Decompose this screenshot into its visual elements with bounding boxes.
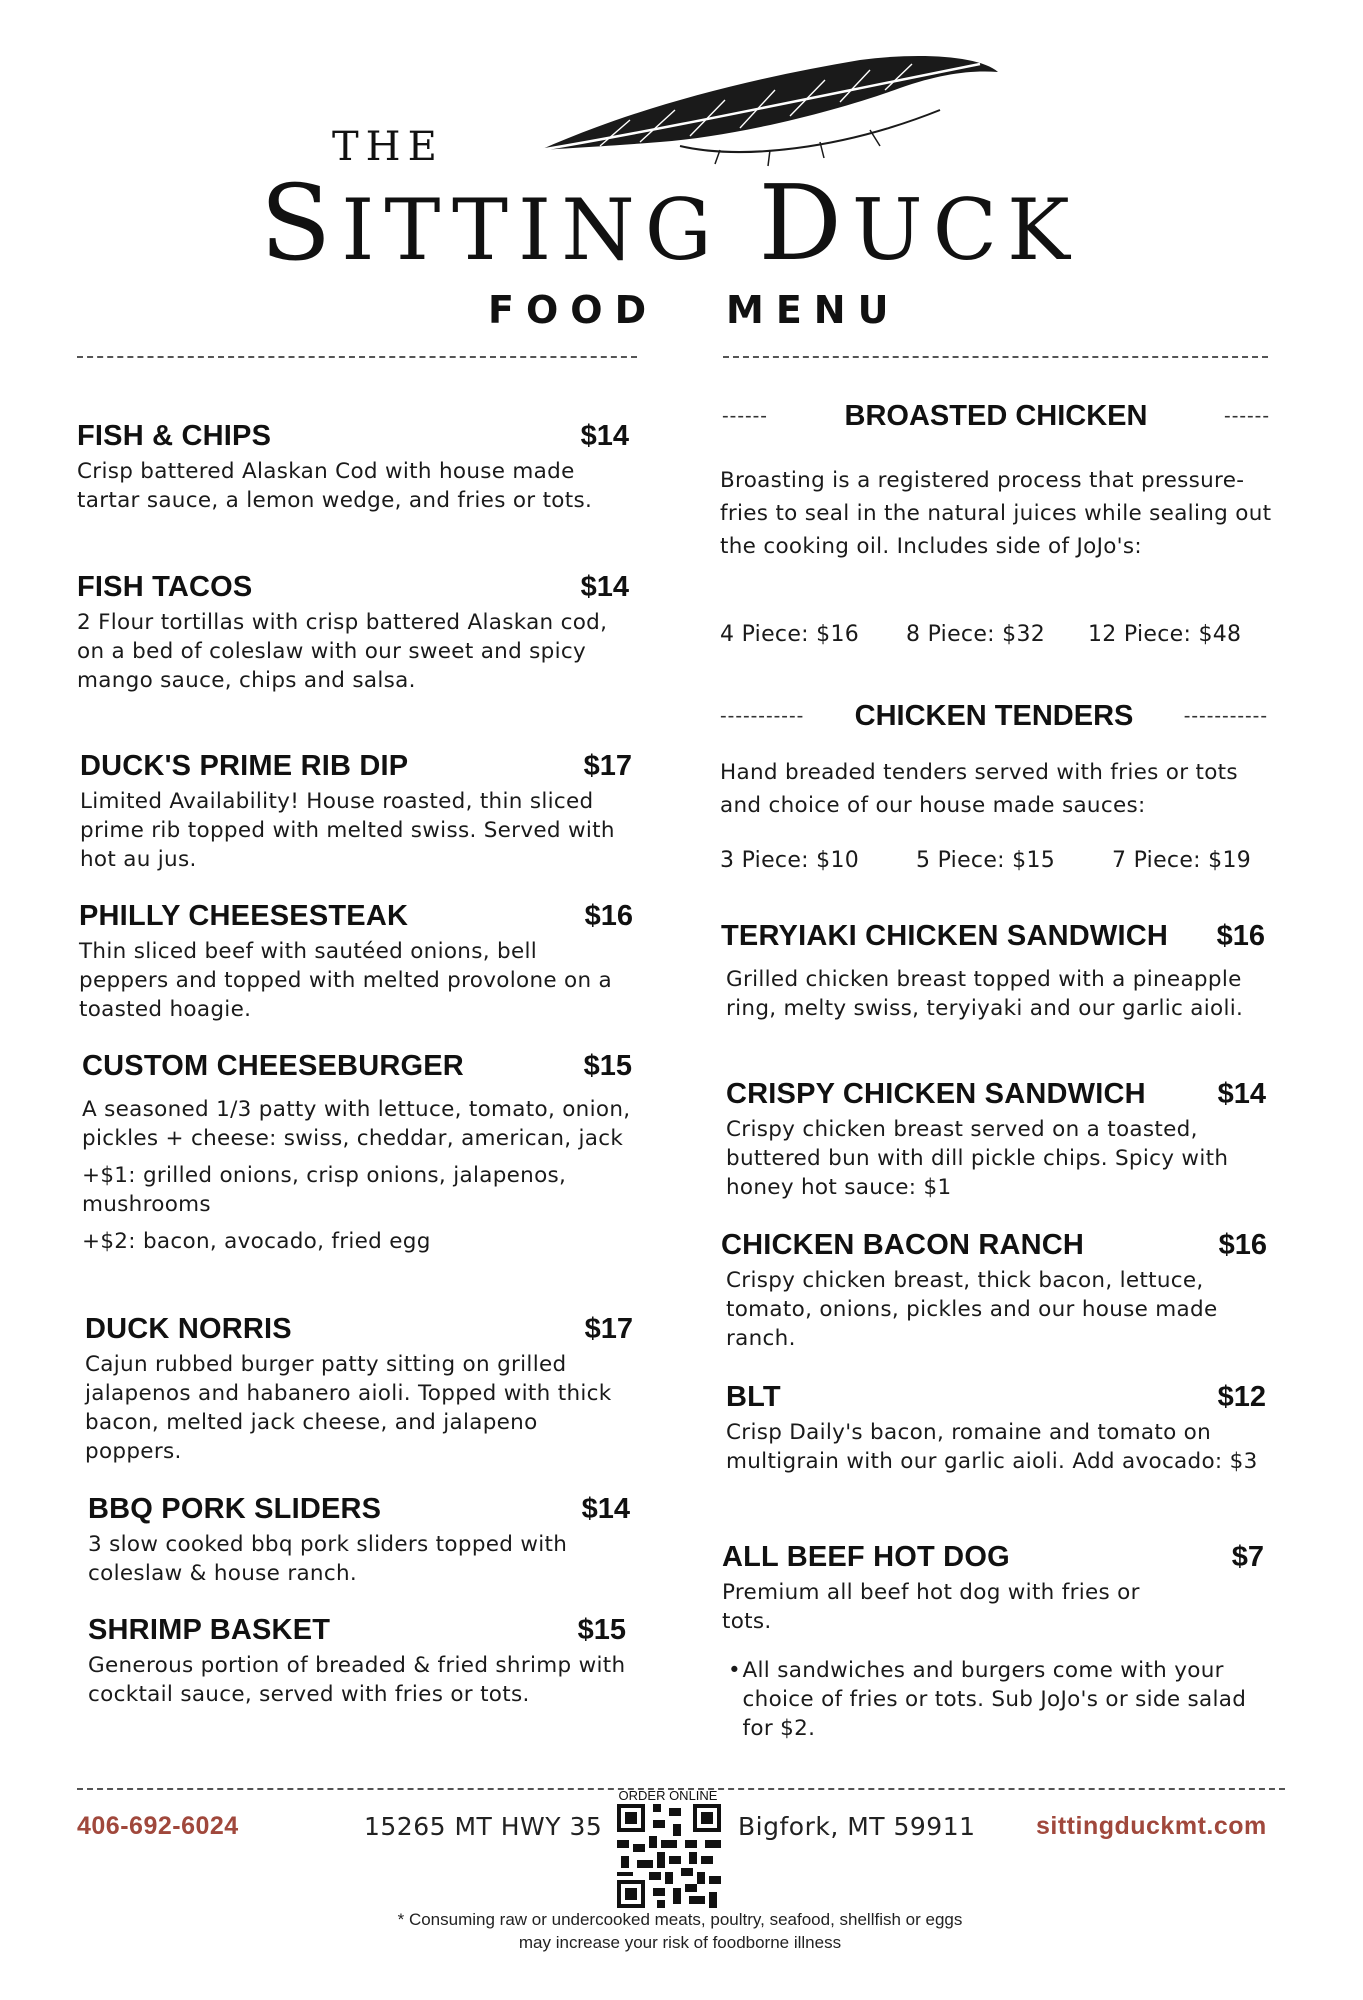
item-price: $12 (1217, 1381, 1266, 1413)
divider-left (77, 356, 637, 358)
broasted-pieces (720, 622, 1241, 647)
item-price: $14 (1217, 1078, 1266, 1110)
menu-title-food: FOOD (488, 288, 659, 332)
tenders-piece-5: 5 Piece: $15 (916, 848, 1056, 873)
item-description: Crisp battered Alaskan Cod with house made tartar sauce, a lemon wedge, and fries or tots. (77, 459, 593, 513)
section-dash-right: ------ (1224, 405, 1270, 427)
menu-item-fish-tacos (77, 571, 629, 695)
section-title: CHICKEN TENDERS (854, 700, 1134, 732)
menu-item-fish-chips (77, 420, 629, 515)
address-street: 15265 MT HWY 35 (364, 1812, 603, 1841)
item-description: A seasoned 1/3 patty with lettuce, tomato, onion, pickles + cheese: swiss, cheddar, american, jack (82, 1097, 631, 1151)
divider-right (723, 356, 1268, 358)
item-price: $16 (1218, 1229, 1267, 1261)
tenders-pieces (720, 848, 1251, 873)
item-price: $17 (584, 1313, 633, 1345)
menu-item-duck-norris (85, 1313, 633, 1466)
item-description: Cajun rubbed burger patty sitting on grilled jalapenos and habanero aioli. Topped with thick bacon, melted jack cheese, and jalapeno poppers. (85, 1352, 612, 1464)
item-name: SHRIMP BASKET (88, 1614, 331, 1646)
section-dash-left: ------ (722, 405, 768, 427)
menu-item-teriyaki-chicken-sandwich (721, 920, 1265, 1023)
food-safety-disclaimer: * Consuming raw or undercooked meats, poultry, seafood, shellfish or eggs may increase your risk of foodborne illness (397, 1910, 963, 1952)
website-link[interactable]: sittingduckmt.com (1036, 1812, 1267, 1840)
qr-code-icon[interactable] (617, 1804, 721, 1908)
logo-the: THE (332, 124, 444, 170)
item-name: FISH TACOS (77, 571, 253, 603)
item-name: ALL BEEF HOT DOG (722, 1541, 1010, 1573)
item-price: $16 (584, 900, 633, 932)
item-name: CUSTOM CHEESEBURGER (82, 1050, 464, 1082)
item-name: DUCK NORRIS (85, 1313, 292, 1345)
item-price: $14 (580, 420, 629, 452)
item-name: BLT (726, 1381, 781, 1413)
item-price: $17 (583, 750, 632, 782)
section-dash-right: ----------- (1183, 705, 1268, 727)
logo-cap-d: D (758, 162, 852, 284)
sides-note (722, 1656, 1262, 1743)
item-name: PHILLY CHEESESTEAK (79, 900, 409, 932)
item-name: BBQ PORK SLIDERS (88, 1493, 382, 1525)
menu-item-crispy-chicken-sandwich (726, 1078, 1266, 1202)
broasted-piece-4: 4 Piece: $16 (720, 622, 860, 647)
tenders-piece-7: 7 Piece: $19 (1112, 848, 1252, 873)
menu-item-shrimp-basket (88, 1614, 626, 1709)
item-name: DUCK'S PRIME RIB DIP (80, 750, 409, 782)
menu-item-custom-cheeseburger (82, 1050, 632, 1256)
menu-item-philly-cheesesteak (79, 900, 633, 1024)
item-description: Grilled chicken breast topped with a pineapple ring, melty swiss, teryiyaki and our garlic aioli. (726, 967, 1244, 1021)
item-addon-2: +$2: bacon, avocado, fried egg (82, 1229, 431, 1254)
menu-item-all-beef-hot-dog (722, 1541, 1264, 1636)
menu-item-blt (726, 1381, 1266, 1476)
item-name: CHICKEN BACON RANCH (721, 1229, 1085, 1261)
item-description: Thin sliced beef with sautéed onions, bell peppers and topped with melted provolone on a toasted hoagie. (79, 939, 613, 1022)
item-price: $14 (580, 571, 629, 603)
tenders-piece-3: 3 Piece: $10 (720, 848, 860, 873)
menu-item-bbq-pork-sliders (88, 1493, 630, 1588)
item-price: $7 (1231, 1541, 1264, 1573)
broasted-piece-8: 8 Piece: $32 (906, 622, 1046, 647)
item-price: $15 (583, 1050, 632, 1082)
item-name: CRISPY CHICKEN SANDWICH (726, 1078, 1146, 1110)
item-price: $15 (577, 1614, 626, 1646)
bullet: • (728, 1658, 741, 1683)
logo-cap-s: S (260, 162, 342, 284)
item-description: Premium all beef hot dog with fries or tots. (722, 1580, 1140, 1634)
feather-icon (540, 50, 1000, 170)
item-description: Generous portion of breaded & fried shrimp with cocktail sauce, served with fries or tots. (88, 1653, 626, 1707)
sides-note-text: All sandwiches and burgers come with your choice of fries or tots. Sub JoJo's or side salad for $2. (742, 1658, 1247, 1741)
item-description: Crispy chicken breast, thick bacon, lettuce, tomato, onions, pickles and our house made ranch. (726, 1268, 1218, 1351)
menu-title-menu: MENU (726, 288, 901, 332)
item-name: TERYIAKI CHICKEN SANDWICH (721, 920, 1168, 952)
section-broasted-chicken (722, 400, 1270, 433)
tenders-description: Hand breaded tenders served with fries or tots and choice of our house made sauces: (720, 760, 1238, 818)
menu-item-prime-rib-dip (80, 750, 632, 874)
menu-item-chicken-bacon-ranch (721, 1229, 1267, 1353)
item-price: $16 (1216, 920, 1265, 952)
broasted-piece-12: 12 Piece: $48 (1088, 622, 1242, 647)
section-chicken-tenders (720, 700, 1268, 733)
logo-rest-1: ITTING (341, 181, 759, 279)
item-description: Crispy chicken breast served on a toasted, buttered bun with dill pickle chips. Spicy with honey hot sauce: $1 (726, 1117, 1229, 1200)
item-description: 3 slow cooked bbq pork sliders topped with coleslaw & house ranch. (88, 1532, 568, 1586)
logo-name (260, 162, 1080, 284)
section-title: BROASTED CHICKEN (844, 400, 1148, 432)
item-description: 2 Flour tortillas with crisp battered Alaskan cod, on a bed of coleslaw with our sweet and spicy mango sauce, chips and salsa. (77, 610, 608, 693)
logo (260, 50, 1120, 284)
qr-label: ORDER ONLINE (618, 1788, 718, 1803)
item-description: Crisp Daily's bacon, romaine and tomato on multigrain with our garlic aioli. Add avocado: $3 (726, 1420, 1258, 1474)
item-price: $14 (581, 1493, 630, 1525)
item-name: FISH & CHIPS (77, 420, 272, 452)
broasted-description: Broasting is a registered process that pressure-fries to seal in the natural juices while sealing out the cooking oil. Includes side of JoJo's: (720, 468, 1272, 559)
item-addon-1: +$1: grilled onions, crisp onions, jalapenos, mushrooms (82, 1163, 567, 1217)
phone-number[interactable]: 406-692-6024 (77, 1812, 239, 1840)
item-description: Limited Availability! House roasted, thin sliced prime rib topped with melted swiss. Served with hot au jus. (80, 789, 615, 872)
address-city: Bigfork, MT 59911 (738, 1812, 976, 1841)
section-dash-left: ----------- (720, 705, 805, 727)
logo-rest-2: UCK (851, 181, 1080, 279)
